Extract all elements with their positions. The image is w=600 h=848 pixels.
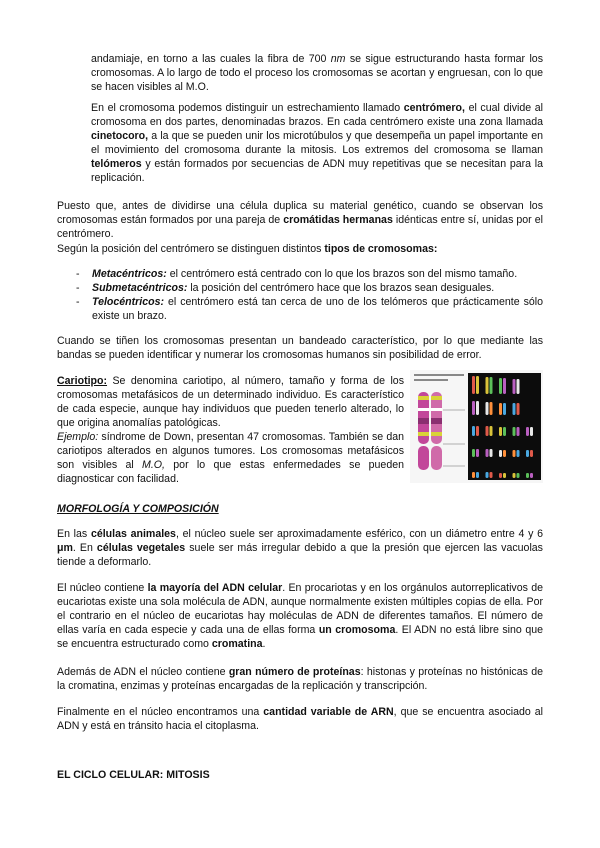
ciclo-heading: EL CICLO CELULAR: MITOSIS bbox=[57, 769, 210, 781]
karyotype-chromosome bbox=[517, 427, 520, 436]
karyotype-chromosome bbox=[476, 401, 479, 415]
morfologia-heading: MORFOLOGÍA Y COMPOSICIÓN bbox=[57, 503, 219, 515]
karyotype-chromosome bbox=[490, 426, 493, 436]
karyotype-chromosome bbox=[530, 473, 533, 478]
karyotype-chromosome bbox=[513, 403, 516, 415]
karyotype-chromosome bbox=[499, 450, 502, 457]
karyotype-chromosome bbox=[476, 449, 479, 457]
karyotype-chromosome bbox=[526, 473, 529, 478]
list-item: - Telocéntricos: el centrómero está tan cerca de uno de los telómeros que prácticamente sólo existe un brazo. bbox=[76, 296, 543, 322]
karyotype-chromosome bbox=[486, 449, 489, 457]
tipos-paragraph: Según la posición del centrómero se distinguen distintos tipos de cromosomas: bbox=[57, 243, 438, 255]
karyotype-chromosome bbox=[503, 427, 506, 436]
list-item: - Metacéntricos: el centrómero está centrado con lo que los brazos son del mismo tamaño. bbox=[76, 268, 518, 280]
karyotype-chromosome bbox=[517, 473, 520, 478]
karyotype-chromosome bbox=[503, 450, 506, 457]
karyotype-chromosome bbox=[490, 472, 493, 478]
karyotype-chromosome bbox=[486, 426, 489, 436]
karyotype-chromosome bbox=[513, 379, 516, 394]
karyotype-chromosome bbox=[526, 450, 529, 457]
karyotype-illustration bbox=[410, 370, 543, 483]
karyotype-chromosome bbox=[476, 472, 479, 478]
cariotipo-paragraph: Cariotipo: Se denomina cariotipo, al número, tamaño y forma de los cromosomas metafásicos de un determinado individuo. Es característico de cada especie, aunque hay individuos que pueden tenerlo alterado, lo que origina anomalías patológicas. Ejemplo: síndrome de Down, presentan 47 cromosomas. También se dan cariotipos alterados en algunos tumores. Los cromosomas metafásicos son visibles al M.O, por lo que estas enfermedades se pueden diagnosticar con facilidad. bbox=[57, 375, 405, 485]
adn-paragraph: El núcleo contiene la mayoría del ADN celular. En procariotas y en los orgánulos autorreplicativos de eucariotas existe una sola molécula de ADN, aunque normalmente existen múltiples copias de ella. Por el contrario en el núcleo de eucariotas hay moléculas de ADN de diferentes tamaños. El número de ellas varía en cada especie y cada una de ellas forma un cromosoma. El ADN no está libre sino que se encuentra estructurado como cromatina. bbox=[57, 582, 543, 650]
karyotype-chromosome bbox=[486, 402, 489, 415]
proteinas-paragraph: Además de ADN el núcleo contiene gran número de proteínas: histonas y proteínas no histónicas de la cromatina, enzimas y proteínas encargadas de la replicación y transcripción. bbox=[57, 666, 543, 692]
karyotype-chromosome bbox=[486, 472, 489, 478]
karyotype-chromosome bbox=[476, 426, 479, 436]
karyotype-chromosome bbox=[499, 473, 502, 478]
karyotype-chromosome bbox=[490, 402, 493, 415]
karyotype-chromosome bbox=[530, 427, 533, 436]
karyotype-chromosome bbox=[499, 403, 502, 415]
karyotype-chromosome bbox=[472, 401, 475, 415]
bandeado-paragraph: Cuando se tiñen los cromosomas presentan un bandeado característico, por lo que mediante las bandas se pueden identificar y numerar los cromosomas humanos sin posibilidad de error. bbox=[57, 335, 543, 361]
karyotype-chromosome bbox=[472, 472, 475, 478]
karyotype-chromosome bbox=[499, 378, 502, 394]
intro-paragraph-1: andamiaje, en torno a las cuales la fibra de 700 nm se sigue estructurando hasta formar los cromosomas. A lo largo de todo el proceso los cromosomas se acortan y engruesan, con lo que se hacen visibles al M.O. bbox=[91, 53, 543, 93]
karyotype-chromosome bbox=[513, 450, 516, 457]
karyotype-chromosome bbox=[490, 377, 493, 394]
karyotype-chromosome bbox=[486, 377, 489, 394]
karyotype-chromosome bbox=[526, 427, 529, 436]
intro-paragraph-2: En el cromosoma podemos distinguir un estrechamiento llamado centrómero, el cual divide al cromosoma en dos partes, denominadas brazos. En cada centrómero existe una zona llamada cinetocoro, a la que se pueden unir los microtúbulos y que desempeña un papel importante en el movimiento del cromosoma durante la mitosis. Los extremos del cromosoma se llaman telómeros y están formados por secuencias de ADN muy repetitivas que se necesitan para la replicación. bbox=[91, 102, 543, 184]
chromosome-types-list bbox=[76, 267, 543, 323]
karyotype-chromosome bbox=[499, 427, 502, 436]
karyotype-chromosome bbox=[513, 427, 516, 436]
karyotype-chromosome bbox=[490, 449, 493, 457]
karyotype-chromosome bbox=[476, 376, 479, 394]
karyotype-image bbox=[410, 370, 543, 483]
karyotype-chromosome bbox=[503, 473, 506, 478]
karyotype-chromosome bbox=[503, 378, 506, 394]
karyotype-chromosome bbox=[472, 449, 475, 457]
arn-paragraph: Finalmente en el núcleo encontramos una cantidad variable de ARN, que se encuentra asociado al ADN y está en tránsito hacia el citoplasma. bbox=[57, 706, 544, 732]
cromatidas-paragraph: Puesto que, antes de dividirse una célula duplica su material genético, cuando se observan los cromosomas están formados por una pareja de cromátidas hermanas idénticas entre sí, unidas por el centrómero. bbox=[57, 200, 544, 240]
karyotype-chromosome bbox=[513, 473, 516, 478]
karyotype-chromosome bbox=[517, 403, 520, 415]
karyotype-chromosome bbox=[530, 450, 533, 457]
karyotype-chromosome bbox=[472, 426, 475, 436]
karyotype-chromosome bbox=[472, 376, 475, 394]
list-item: - Submetacéntricos: la posición del centrómero hace que los brazos sean desiguales. bbox=[76, 282, 495, 294]
karyotype-chromosome bbox=[517, 450, 520, 457]
karyotype-chromosome bbox=[503, 403, 506, 415]
celulas-paragraph: En las células animales, el núcleo suele ser aproximadamente esférico, con un diámetro entre 4 y 6 μm. En células vegetales suele ser más irregular debido a que la presión que ejercen las vacuolas tiende a deformarlo. bbox=[57, 528, 543, 568]
karyotype-chromosome bbox=[517, 379, 520, 394]
